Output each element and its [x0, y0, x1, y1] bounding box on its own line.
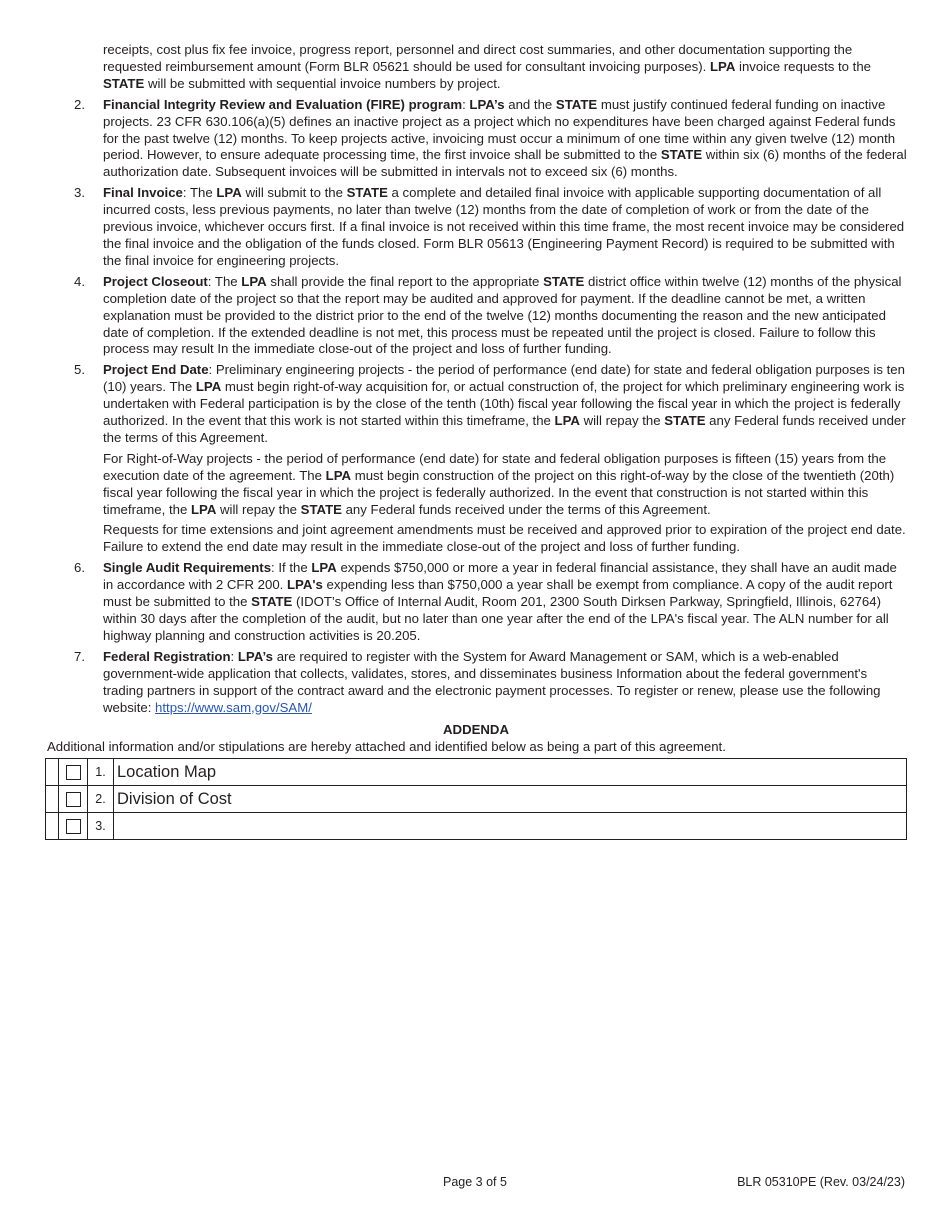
item-text: any Federal funds received under the terms of this Agreement. — [341, 501, 711, 517]
addenda-row-label: Division of Cost — [114, 786, 907, 813]
item-text: expends $750,000 or more a year in federal financial assistance, they shall have an audit made in accordance with 2 CFR 200. — [103, 560, 897, 593]
list-item-final-invoice — [45, 185, 907, 270]
item-number: 2. — [74, 96, 85, 112]
lpa-term: LPA’s — [237, 648, 274, 664]
addenda-row-label[interactable] — [114, 813, 907, 840]
list-item-project-closeout — [45, 274, 907, 359]
item-heading: Project End Date — [103, 362, 209, 378]
addenda-row-number: 1. — [88, 759, 114, 786]
intro-text: will be submitted with sequential invoice numbers by project. — [144, 75, 501, 91]
item-heading: Financial Integrity Review and Evaluation (FIRE) program — [103, 96, 463, 112]
state-term: STATE — [660, 147, 703, 163]
item-number: 6. — [74, 560, 85, 576]
list-item-project-end-date — [45, 362, 907, 447]
item-number: 7. — [74, 648, 85, 664]
addenda-row — [46, 786, 907, 813]
item-text: are required to register with the System for Award Management or SAM, which is a web-enabled government-wide application that collects, validates, stores, and disseminates business Information about the federal government's trading partners in support of the contract award and the electronic payment processes. To register or renew, please use the following website: — [103, 648, 881, 715]
page-number: Page 3 of 5 — [443, 1175, 507, 1189]
item-number: 4. — [74, 273, 85, 289]
addenda-table — [45, 758, 907, 840]
state-term: STATE — [664, 413, 706, 429]
intro-paragraph — [45, 42, 907, 93]
item-text: expending less than $750,000 a year shall be exempt from compliance. A copy of the audit report must be submitted to the — [103, 577, 893, 610]
state-term: STATE — [300, 501, 342, 517]
item-number: 5. — [74, 362, 85, 378]
list-item-single-audit — [45, 560, 907, 645]
intro-text: invoice requests to the — [735, 58, 871, 74]
list-item-federal-registration — [45, 649, 907, 717]
item-text: shall provide the final report to the appropriate — [266, 273, 544, 289]
intro-text: receipts, cost plus fix fee invoice, progress report, personnel and direct cost summaries, and other documentation supporting the requested reimbursement amount (Form BLR 05621 should be used for consultant invoicing purposes). — [103, 42, 853, 74]
state-term: STATE — [543, 273, 585, 289]
item-heading: Final Invoice — [103, 185, 183, 201]
state-term: STATE — [555, 96, 598, 112]
lpa-term: LPA — [216, 185, 242, 201]
addenda-title: ADDENDA — [443, 722, 509, 738]
item-text: : The — [207, 273, 242, 289]
state-term: STATE — [103, 75, 145, 91]
item-text: will submit to the — [241, 185, 347, 201]
item-heading: Federal Registration — [103, 648, 231, 664]
state-term: STATE — [251, 594, 293, 610]
row-paragraph — [45, 451, 907, 519]
addenda-row — [46, 813, 907, 840]
lpa-term: LPA — [325, 467, 352, 483]
item-text: (IDOT’s Office of Internal Audit, Room 201, 2300 South Dirksen Parkway, Springfield, Illinois, 62764) within 30 days after the completion of the audit, but no later than one year after the end of the LPA's fiscal year. The ALN number for all highway planning and construction activities is 20.205. — [103, 594, 889, 643]
addenda-intro: Additional information and/or stipulations are hereby attached and identified below as being a part of this agreement. — [47, 739, 726, 755]
item-text: will repay the — [579, 413, 665, 429]
item-text: : Preliminary engineering projects - the period of performance (end date) for state and federal obligation purposes is ten (10) years. The — [103, 362, 905, 395]
addenda-row-number: 2. — [88, 786, 114, 813]
state-term: STATE — [346, 185, 388, 201]
item-heading: Project Closeout — [103, 273, 208, 289]
item-text: district office within twelve (12) months of the physical completion date of the project so that the report may be audited and approved for payment. If the deadline cannot be met, a written explanation must be provided to the district prior to the end of the twelve (12) months documenting the reason and the new anticipated date of completion. If the extended deadline is not met, this process must be repeated until the project is closed. Failure to follow this process may result In the immediate close-out of the project and loss of further funding. — [103, 273, 902, 357]
lpa-term: LPA — [709, 58, 736, 74]
addenda-checkbox[interactable] — [66, 819, 81, 834]
item-text: must begin right-of-way acquisition for, or actual construction of, the project for which preliminary engineering work is undertaken with Federal participation is by the close of the tenth (10th) fiscal year following the fiscal year in which the project is federally authorized. In the event that this work is not started within this timeframe, the — [103, 379, 905, 429]
item-text: a complete and detailed final invoice with applicable supporting documentation of all incurred costs, less previous payments, no later than twelve (12) months from the date of completion of work or from the date of the previous invoice, whichever occurs first. If a final invoice is not received within this time frame, the most recent invoice may be considered the final invoice and the obligation of the funds closed. Form BLR 05613 (Engineering Payment Record) is required to be submitted with the final invoice for engineering projects. — [103, 185, 905, 268]
addenda-row — [46, 759, 907, 786]
item-text: For Right-of-Way projects - the period of performance (end date) for state and federal obligation purposes is fifteen (15) years from the execution date of the agreement. The — [103, 450, 887, 483]
list-item-fire — [45, 97, 907, 182]
lpa-term: LPA — [311, 560, 337, 576]
item-text: must begin construction of the project on this right-of-way by the close of the twentieth (20th) fiscal year following the fiscal year in which the project is federally authorized. In the event that construction is not started within this timeframe, the — [103, 467, 895, 517]
item-text: will repay the — [216, 501, 301, 517]
item-text: within six (6) months of the federal authorization date. Subsequent invoices will be submitted in intervals not to exceed six (6) months. — [103, 147, 907, 180]
addenda-checkbox[interactable] — [66, 792, 81, 807]
document-body — [45, 42, 907, 840]
item-text: any Federal funds received under the terms of this Agreement. — [103, 413, 906, 445]
item-text: : — [462, 96, 470, 112]
lpa-term: LPA — [241, 273, 267, 289]
addenda-row-label: Location Map — [114, 759, 907, 786]
lpa-term: LPA — [190, 501, 217, 517]
extension-paragraph: Requests for time extensions and joint agreement amendments must be received and approved prior to expiration of the project end date. Failure to extend the end date may result in the immediate close-out of the project and loss of further funding. — [103, 522, 906, 555]
item-text: must justify continued federal funding on inactive projects. 23 CFR 630.106(a)(5) defines an inactive project as a project which no expenditures have been charged against Federal funds for the past twelve (12) months. To keep projects active, invoicing must occur a minimum of one time within any given twelve (12) month period. However, to ensure adequate processing time, the first invoice shall be submitted to the — [103, 96, 896, 163]
addenda-row-number: 3. — [88, 813, 114, 840]
item-text: : The — [182, 185, 217, 201]
item-text: : — [230, 648, 238, 664]
lpa-term: LPA’s — [469, 96, 505, 112]
addenda-checkbox[interactable] — [66, 765, 81, 780]
item-number: 3. — [74, 185, 85, 201]
item-text: : If the — [271, 560, 312, 576]
item-heading: Single Audit Requirements — [103, 560, 272, 576]
form-number: BLR 05310PE (Rev. 03/24/23) — [737, 1175, 905, 1189]
lpa-term: LPA — [195, 379, 222, 395]
lpa-term: LPA's — [286, 577, 323, 593]
lpa-term: LPA — [554, 413, 580, 429]
sam-website-link[interactable]: https://www.sam,gov/SAM/ — [155, 699, 312, 715]
item-text: and the — [504, 96, 556, 112]
